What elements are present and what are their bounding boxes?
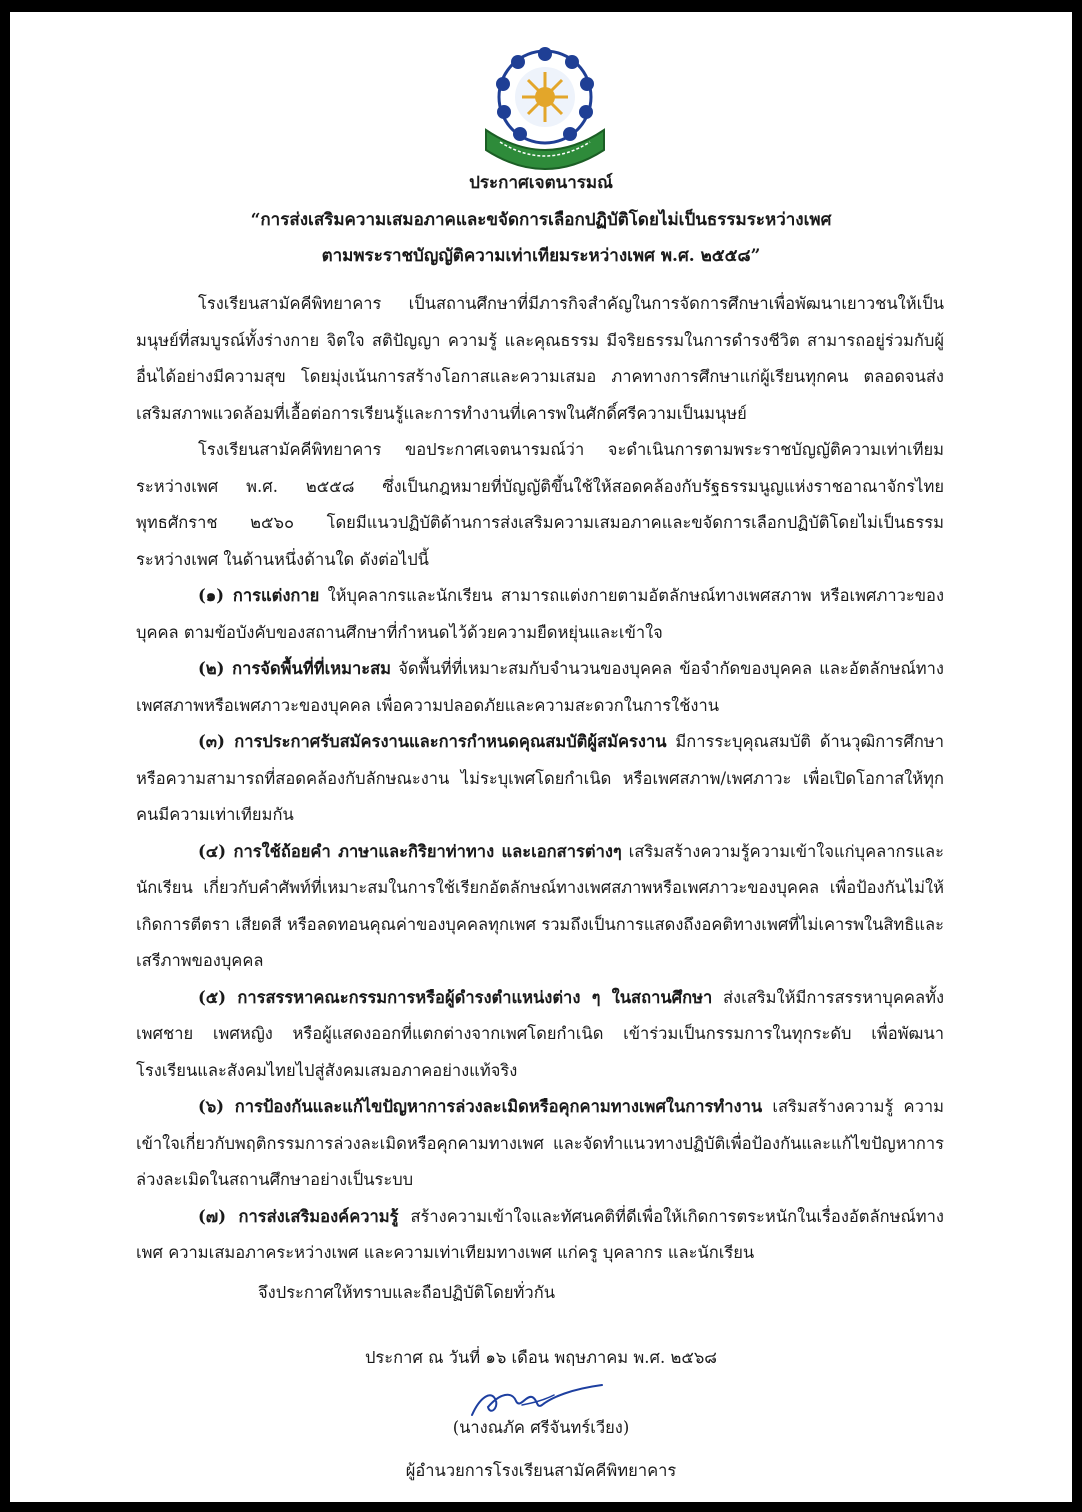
- school-emblem-icon: [480, 42, 610, 174]
- announcement-subtitle-line2: ตามพระราชบัญญัติความเท่าเทียมระหว่างเพศ พ.ศ. ๒๕๕๘”: [321, 246, 761, 266]
- policy-item-heading: (๕) การสรรหาคณะกรรมการหรือผู้ดำรงตำแหน่งต่าง ๆ ในสถานศึกษา: [198, 987, 713, 1007]
- policy-item-heading: (๒) การจัดพื้นที่ที่เหมาะสม: [198, 659, 392, 678]
- closing-statement: จึงประกาศให้ทราบและถือปฏิบัติโดยทั่วกัน: [258, 1283, 555, 1302]
- policy-item-text: เสริมสร้างความรู้ ความเข้าใจเกี่ยวกับพฤติกรรมการล่วงละเมิดหรือคุกคามทางเพศ และจัดทำแนวทางปฏิบัติเพื่อป้องกันและแก้ไขปัญหาการล่วงละเมิดในสถานศึกษาอย่างเป็นระบบ: [136, 1097, 944, 1189]
- policy-item-heading: (๔) การใช้ถ้อยคำ ภาษาและกิริยาท่าทาง และเอกสารต่างๆ: [198, 841, 622, 861]
- policy-item: [136, 834, 944, 980]
- policy-item-text: สร้างความเข้าใจและทัศนคติที่ดีเพื่อให้เกิดการตระหนักในเรื่องอัตลักษณ์ทางเพศ ความเสมอภาคระหว่างเพศ และความเท่าเทียมทางเพศ แก่ครู บุคลากร และนักเรียน: [136, 1206, 944, 1262]
- policy-item-heading: (๑) การแต่งกาย: [198, 586, 320, 605]
- announcement-date: ประกาศ ณ วันที่ ๑๖ เดือน พฤษภาคม พ.ศ. ๒๕๖๘: [364, 1348, 718, 1367]
- policy-item: [136, 1199, 944, 1272]
- policy-item: [136, 578, 944, 651]
- policy-item-text: มีการระบุคุณสมบัติ ด้านวุฒิการศึกษา หรือความสามารถที่สอดคล้องกับลักษณะงาน ไม่ระบุเพศโดยกำเนิด หรือเพศสภาพ/เพศภาวะ เพื่อเปิดโอกาสให้ทุกคนมีความเท่าเทียมกัน: [136, 732, 944, 824]
- policy-item-heading: (๓) การประกาศรับสมัครงานและการกำหนดคุณสมบัติผู้สมัครงาน: [198, 732, 667, 751]
- announcement-body: [136, 286, 944, 1272]
- policy-item: [136, 1089, 944, 1199]
- policy-item-text: ให้บุคลากรและนักเรียน สามารถแต่งกายตามอัตลักษณ์ทางเพศสภาพ หรือเพศภาวะของบุคคล ตามข้อบังคับของสถานศึกษาที่กำหนดไว้ด้วยความยืดหยุ่นและเข้าใจ: [136, 586, 944, 642]
- announcement-page: [10, 12, 1072, 1502]
- policy-item-heading: (๖) การป้องกันและแก้ไขปัญหาการล่วงละเมิดหรือคุกคามทางเพศในการทำงาน: [198, 1097, 763, 1116]
- policy-item: [136, 651, 944, 724]
- policy-item-text: เสริมสร้างความรู้ความเข้าใจแก่บุคลากรและนักเรียน เกี่ยวกับคำศัพท์ที่เหมาะสมในการใช้เรียกอัตลักษณ์ทางเพศสภาพหรือเพศภาวะของบุคคล เพื่อป้องกันไม่ให้เกิดการตีตรา เสียดสี หรือลดทอนคุณค่าของบุคคลทุกเพศ รวมถึงเป็นการแสดงถึงอคติทางเพศที่ไม่เคารพในสิทธิและเสรีภาพของบุคคล: [136, 841, 944, 970]
- announcement-subtitle-line1: “การส่งเสริมความเสมอภาคและขจัดการเลือกปฏิบัติโดยไม่เป็นธรรมระหว่างเพศ: [250, 210, 832, 230]
- policy-item: [136, 724, 944, 834]
- signer-title: ผู้อำนวยการโรงเรียนสามัคคีพิทยาคาร: [405, 1461, 677, 1480]
- announcement-title: ประกาศเจตนารมณ์: [469, 173, 613, 193]
- policy-item-heading: (๗) การส่งเสริมองค์ความรู้: [198, 1206, 399, 1226]
- intro-paragraph: โรงเรียนสามัคคีพิทยาคาร เป็นสถานศึกษาที่มีภารกิจสำคัญในการจัดการศึกษาเพื่อพัฒนาเยาวชนให้เป็นมนุษย์ที่สมบูรณ์ทั้งร่างกาย จิตใจ สติปัญญา ความรู้ และคุณธรรม มีจริยธรรมในการดำรงชีวิต สามารถอยู่ร่วมกับผู้อื่นได้อย่างมีความสุข โดยมุ่งเน้นการสร้างโอกาสและความเสมอ ภาคทางการศึกษาแก่ผู้เรียนทุกคน ตลอดจนส่งเสริมสภาพแวดล้อมที่เอื้อต่อการเรียนรู้และการทำงานที่เคารพในศักดิ์ศรีความเป็นมนุษย์: [136, 294, 944, 423]
- policy-item-text: จัดพื้นที่ที่เหมาะสมกับจำนวนของบุคคล ข้อจำกัดของบุคคล และอัตลักษณ์ทางเพศสภาพหรือเพศภาวะของบุคคล เพื่อความปลอดภัยและความสะดวกในการใช้งาน: [136, 659, 944, 715]
- signer-name: (นางณภัค ศรีจันทร์เวียง): [452, 1418, 630, 1437]
- policy-item-text: ส่งเสริมให้มีการสรรหาบุคคลทั้งเพศชาย เพศหญิง หรือผู้แสดงออกที่แตกต่างจากเพศโดยกำเนิด เข้าร่วมเป็นกรรมการในทุกระดับ เพื่อพัฒนาโรงเรียนและสังคมไทยไปสู่สังคมเสมอภาคอย่างแท้จริง: [136, 987, 945, 1080]
- policy-item: [136, 980, 944, 1090]
- intro-paragraph: โรงเรียนสามัคคีพิทยาคาร ขอประกาศเจตนารมณ์ว่า จะดำเนินการตามพระราชบัญญัติความเท่าเทียมระหว่างเพศ พ.ศ. ๒๕๕๘ ซึ่งเป็นกฎหมายที่บัญญัติขึ้นใช้ให้สอดคล้องกับรัฐธรรมนูญแห่งราชอาณาจักรไทย พุทธศักราช ๒๕๖๐ โดยมีแนวปฏิบัติด้านการส่งเสริมความเสมอภาคและขจัดการเลือกปฏิบัติโดยไม่เป็นธรรมระหว่างเพศ ในด้านหนึ่งด้านใด ดังต่อไปนี้: [136, 440, 944, 569]
